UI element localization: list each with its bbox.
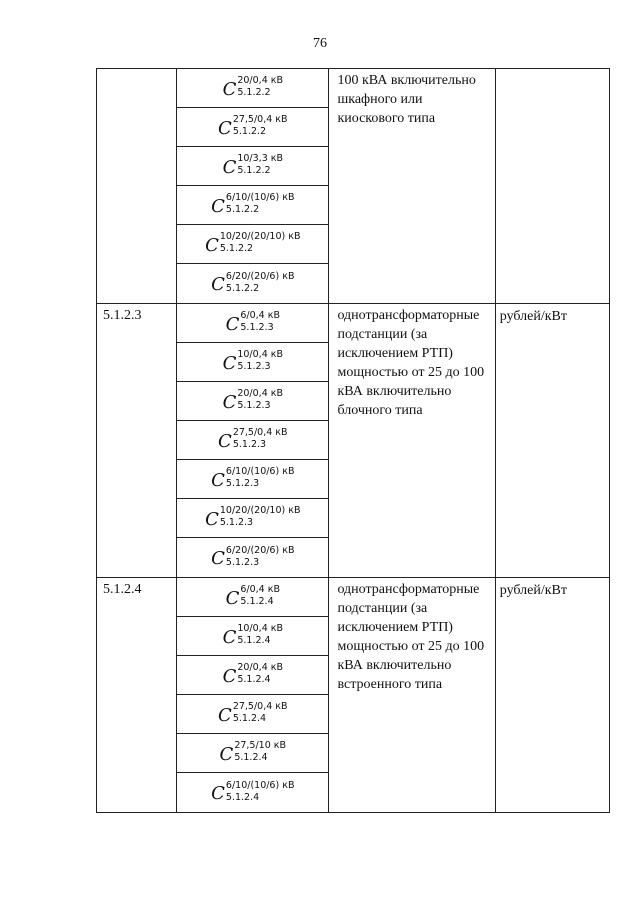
formula-scripts <box>234 740 287 763</box>
formula-scripts <box>237 75 284 98</box>
variable-item <box>177 656 328 695</box>
formula-scripts <box>225 779 295 803</box>
section-number: 5.1.2.3 <box>103 308 142 323</box>
variables-cell <box>177 304 329 578</box>
variable-item <box>177 499 328 538</box>
formula-symbol: C <box>218 430 232 452</box>
variable-item <box>177 343 328 382</box>
formula-subscript: 5.1.2.2 <box>237 87 271 98</box>
variable-item <box>177 538 328 577</box>
formula-symbol: C <box>211 469 225 491</box>
formula-scripts <box>237 662 284 685</box>
formula-subscript: 5.1.2.4 <box>225 791 260 803</box>
formula-scripts <box>219 231 301 254</box>
formula-scripts <box>225 270 295 294</box>
formula-scripts <box>237 153 284 176</box>
variable-item <box>177 186 328 225</box>
formula-subscript: 5.1.2.2 <box>219 243 254 254</box>
unit-cell <box>495 578 609 813</box>
rate-formula <box>205 505 301 530</box>
formula-superscript: 10/20/(20/10) кВ <box>219 231 301 242</box>
variable-item <box>177 225 328 264</box>
table-body <box>97 69 610 813</box>
formula-scripts <box>237 349 284 372</box>
rate-formula <box>222 388 284 413</box>
unit-cell <box>495 304 609 578</box>
rate-formula <box>225 584 281 609</box>
formula-superscript: 6/10/(10/6) кВ <box>225 192 295 203</box>
formula-scripts <box>240 584 281 607</box>
formula-superscript: 20/0,4 кВ <box>237 388 284 399</box>
section-number-cell <box>97 69 177 304</box>
formula-subscript: 5.1.2.3 <box>219 517 254 528</box>
formula-symbol: C <box>222 156 237 178</box>
variable-item <box>177 695 328 734</box>
formula-symbol: C <box>211 274 225 295</box>
rate-formula <box>211 466 295 491</box>
formula-scripts <box>232 427 288 450</box>
rate-formula <box>222 349 284 374</box>
rate-formula <box>211 544 295 569</box>
formula-symbol: C <box>222 665 237 687</box>
formula-symbol: C <box>211 548 225 569</box>
rate-formula <box>222 153 284 178</box>
rate-formula <box>218 701 288 726</box>
formula-superscript: 10/0,4 кВ <box>237 349 284 360</box>
section-description: однотрансформаторные подстанции (за исключением РТП) мощностью от 25 до 100 кВА включительно встроенного типа <box>337 582 485 692</box>
formula-symbol: C <box>205 234 219 256</box>
rate-formula <box>218 427 288 452</box>
description-cell <box>329 69 495 304</box>
rate-formula <box>222 623 284 648</box>
rate-formula <box>211 192 295 217</box>
formula-symbol: C <box>219 743 234 765</box>
formula-superscript: 6/20/(20/6) кВ <box>225 544 295 556</box>
formula-scripts <box>225 466 295 489</box>
section-description: 100 кВА включительно шкафного или киоскового типа <box>337 73 476 126</box>
section-unit: рублей/кВт <box>499 583 568 598</box>
formula-subscript: 5.1.2.4 <box>240 596 274 607</box>
variable-list <box>177 578 328 812</box>
formula-scripts <box>225 192 295 215</box>
section-unit <box>496 69 609 74</box>
formula-subscript: 5.1.2.4 <box>234 752 268 763</box>
section-number: 5.1.2.4 <box>103 582 142 597</box>
variables-cell <box>177 578 329 813</box>
rate-formula <box>225 310 281 335</box>
variable-list <box>177 69 328 303</box>
rate-formula <box>211 270 295 295</box>
formula-superscript: 6/0,4 кВ <box>240 310 281 321</box>
variable-item <box>177 617 328 656</box>
variable-item <box>177 382 328 421</box>
formula-symbol: C <box>222 626 237 648</box>
rate-formula <box>222 75 284 100</box>
formula-subscript: 5.1.2.3 <box>225 556 260 568</box>
variable-item <box>177 147 328 186</box>
table-row <box>97 304 610 578</box>
page-number: 76 <box>313 36 327 51</box>
formula-scripts <box>232 114 288 137</box>
formula-scripts <box>237 623 284 646</box>
formula-scripts <box>237 388 284 411</box>
formula-scripts <box>219 505 301 528</box>
table-row <box>97 69 610 304</box>
section-description: однотрансформаторные подстанции (за исключением РТП) мощностью от 25 до 100 кВА включительно блочного типа <box>337 308 485 418</box>
rate-formula <box>219 740 287 765</box>
formula-subscript: 5.1.2.3 <box>232 439 267 450</box>
formula-subscript: 5.1.2.4 <box>237 674 271 685</box>
variable-list <box>177 304 328 577</box>
formula-superscript: 27,5/0,4 кВ <box>232 427 288 438</box>
variables-cell <box>177 69 329 304</box>
formula-superscript: 10/20/(20/10) кВ <box>219 505 301 516</box>
rate-formula <box>218 114 288 139</box>
formula-symbol: C <box>218 117 232 139</box>
formula-subscript: 5.1.2.3 <box>240 322 274 333</box>
formula-subscript: 5.1.2.3 <box>225 478 260 489</box>
description-cell <box>329 578 495 813</box>
formula-superscript: 20/0,4 кВ <box>237 662 284 673</box>
formula-subscript: 5.1.2.2 <box>225 204 260 215</box>
formula-subscript: 5.1.2.4 <box>232 713 267 724</box>
variable-item <box>177 773 328 812</box>
formula-symbol: C <box>218 704 232 726</box>
variable-item <box>177 421 328 460</box>
formula-subscript: 5.1.2.2 <box>225 282 260 294</box>
formula-subscript: 5.1.2.4 <box>237 635 271 646</box>
section-number-cell <box>97 304 177 578</box>
formula-superscript: 6/10/(10/6) кВ <box>225 466 295 477</box>
formula-scripts <box>232 701 288 724</box>
formula-symbol: C <box>211 195 225 217</box>
formula-subscript: 5.1.2.2 <box>232 126 267 137</box>
formula-superscript: 10/3,3 кВ <box>237 153 284 164</box>
rate-formula <box>205 231 301 256</box>
tariff-table <box>96 68 610 813</box>
description-cell <box>329 304 495 578</box>
formula-superscript: 20/0,4 кВ <box>237 75 284 86</box>
formula-symbol: C <box>211 783 225 804</box>
formula-scripts <box>225 544 295 568</box>
formula-scripts <box>240 310 281 333</box>
variable-item <box>177 460 328 499</box>
unit-cell <box>495 69 609 304</box>
rate-formula <box>211 779 295 804</box>
formula-symbol: C <box>222 352 237 374</box>
formula-superscript: 27,5/10 кВ <box>234 740 287 751</box>
section-number <box>97 69 176 73</box>
formula-symbol: C <box>222 391 237 413</box>
variable-item <box>177 734 328 773</box>
rate-formula <box>222 662 284 687</box>
variable-item <box>177 304 328 343</box>
formula-superscript: 10/0,4 кВ <box>237 623 284 634</box>
table-row <box>97 578 610 813</box>
section-unit: рублей/кВт <box>499 309 568 324</box>
formula-symbol: C <box>225 313 240 335</box>
formula-superscript: 6/10/(10/6) кВ <box>225 779 295 791</box>
formula-superscript: 6/0,4 кВ <box>240 584 281 595</box>
formula-symbol: C <box>225 587 240 609</box>
section-number-cell <box>97 578 177 813</box>
variable-item <box>177 264 328 303</box>
formula-symbol: C <box>205 508 219 530</box>
formula-symbol: C <box>222 78 237 100</box>
formula-superscript: 6/20/(20/6) кВ <box>225 270 295 282</box>
variable-item <box>177 578 328 617</box>
formula-superscript: 27,5/0,4 кВ <box>232 701 288 712</box>
variable-item <box>177 108 328 147</box>
formula-subscript: 5.1.2.3 <box>237 400 271 411</box>
formula-subscript: 5.1.2.2 <box>237 165 271 176</box>
formula-superscript: 27,5/0,4 кВ <box>232 114 288 125</box>
variable-item <box>177 69 328 108</box>
formula-subscript: 5.1.2.3 <box>237 361 271 372</box>
